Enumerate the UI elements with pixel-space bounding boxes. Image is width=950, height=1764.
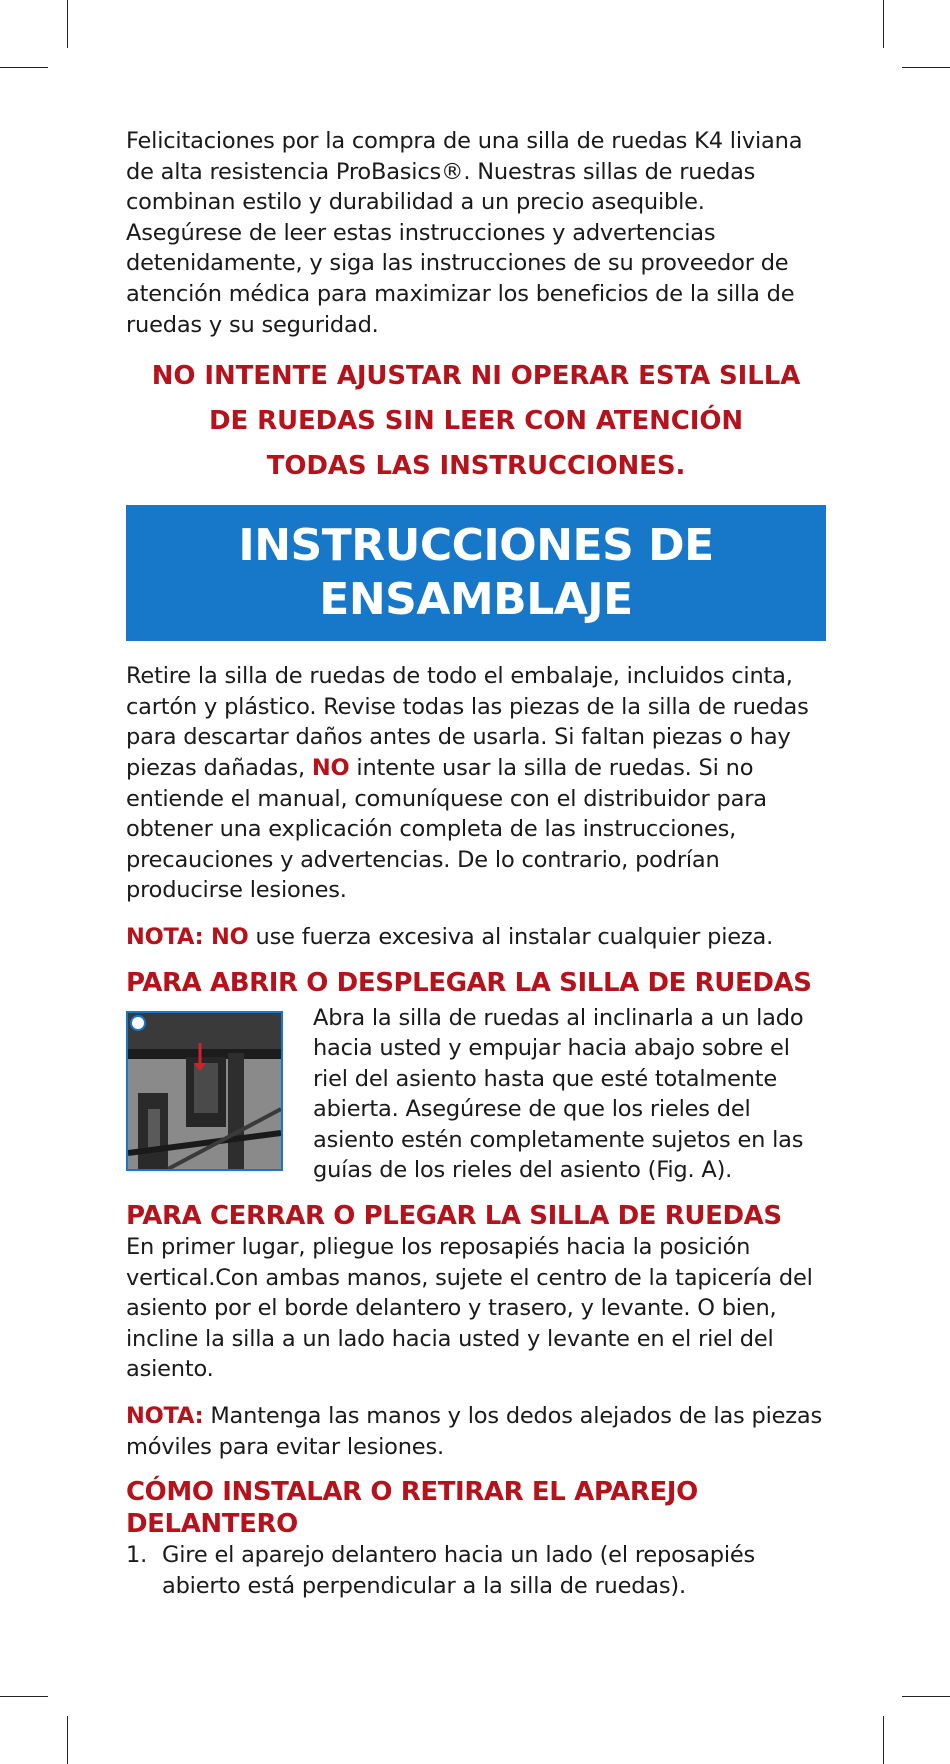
crop-mark bbox=[902, 1696, 950, 1697]
warning-line: NO INTENTE AJUSTAR NI OPERAR ESTA SILLA bbox=[151, 361, 801, 392]
note-text: use fuerza excesiva al instalar cualquier pieza. bbox=[255, 923, 774, 950]
warning-line: TODAS LAS INSTRUCCIONES. bbox=[266, 451, 686, 482]
note-label: NOTA: bbox=[126, 1403, 204, 1430]
open-heading: PARA ABRIR O DESPLEGAR LA SILLA DE RUEDAS bbox=[126, 967, 812, 998]
banner-line: INSTRUCCIONES DE bbox=[238, 520, 714, 572]
list-item bbox=[126, 1540, 826, 1601]
install-heading-line: DELANTERO bbox=[126, 1509, 298, 1540]
warning-block bbox=[126, 354, 826, 489]
banner-line: ENSAMBLAJE bbox=[319, 574, 633, 626]
section-banner bbox=[126, 505, 826, 641]
note-2 bbox=[126, 1401, 826, 1462]
manual-page bbox=[126, 126, 826, 1601]
step-number: 1. bbox=[126, 1542, 148, 1569]
crop-mark bbox=[902, 67, 950, 68]
crop-mark bbox=[67, 0, 68, 48]
crop-mark bbox=[883, 0, 884, 48]
install-steps bbox=[126, 1540, 826, 1601]
assembly-text-before: Retire la silla de ruedas de todo el embalaje, incluidos cinta, cartón y plástico. Revise todas las piezas de la silla de ruedas para descartar daños antes de usarla. Si faltan piezas o hay piezas dañadas, bbox=[126, 663, 809, 781]
crop-mark bbox=[67, 1716, 68, 1764]
crop-mark bbox=[883, 1716, 884, 1764]
step-text: Gire el aparejo delantero hacia un lado (el reposapiés abierto está perpendicular a la silla de ruedas). bbox=[162, 1542, 756, 1599]
open-text: Abra la silla de ruedas al inclinarla a un lado hacia usted y empujar hacia abajo sobre el riel del asiento hasta que esté totalmente abierta. Asegúrese de que los rieles del asiento estén completamente sujetos en las guías de los rieles del asiento (Fig. A). bbox=[313, 1004, 804, 1184]
close-text: En primer lugar, pliegue los reposapiés hacia la posición vertical.Con ambas manos, sujete el centro de la tapicería del asiento por el borde delantero y trasero, y levante. O bien, incline la silla a un lado hacia usted y levante en el riel del asiento. bbox=[126, 1234, 813, 1383]
crop-mark bbox=[0, 1696, 48, 1697]
note-label: NOTA: NO bbox=[126, 923, 249, 950]
figure-a-photo bbox=[126, 1011, 283, 1171]
warning-line: DE RUEDAS SIN LEER CON ATENCIÓN bbox=[208, 406, 743, 437]
install-heading-line: CÓMO INSTALAR O RETIRAR EL APAREJO bbox=[126, 1477, 698, 1508]
crop-mark bbox=[0, 67, 48, 68]
wheelchair-seat-rail-illustration bbox=[128, 1013, 281, 1169]
note-1 bbox=[126, 922, 826, 953]
assembly-emphasis: NO bbox=[311, 754, 350, 781]
note-text: Mantenga las manos y los dedos alejados de las piezas móviles para evitar lesiones. bbox=[126, 1403, 823, 1460]
intro-paragraph: Felicitaciones por la compra de una silla de ruedas K4 liviana de alta resistencia ProBasics®. Nuestras sillas de ruedas combinan estilo y durabilidad a un precio asequible. Asegúrese de leer estas instrucciones y advertencias detenidamente, y siga las instrucciones de su proveedor de atención médica para maximizar los beneficios de la silla de ruedas y su seguridad. bbox=[126, 128, 803, 338]
assembly-paragraph bbox=[126, 661, 826, 906]
open-section-body bbox=[126, 1003, 826, 1187]
close-heading: PARA CERRAR O PLEGAR LA SILLA DE RUEDAS bbox=[126, 1201, 782, 1232]
assembly-text-after: intente usar la silla de ruedas. Si no entiende el manual, comuníquese con el distribuidor para obtener una explicación completa de las instrucciones, precauciones y advertencias. De lo contrario, podrían producirse lesiones. bbox=[126, 754, 767, 904]
install-heading bbox=[126, 1476, 826, 1540]
